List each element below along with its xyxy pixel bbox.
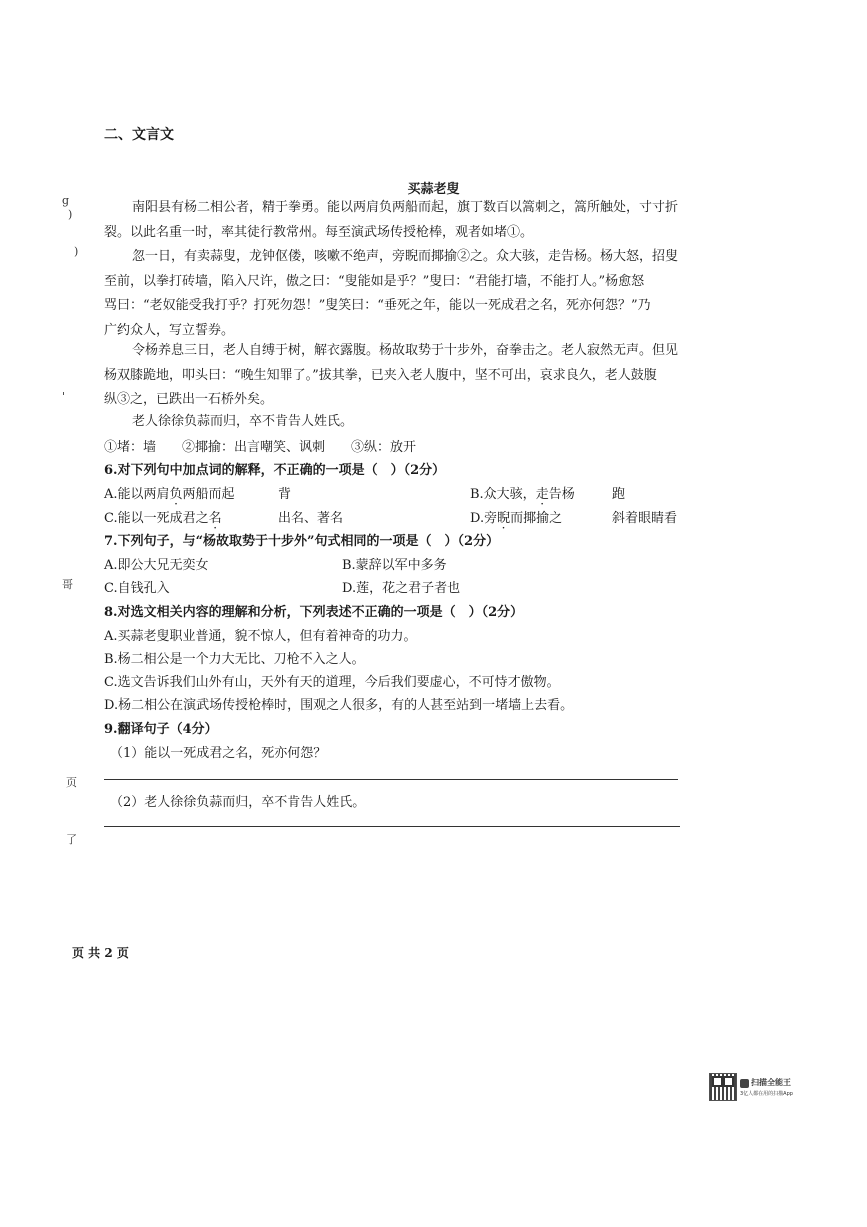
margin-mark: 哥 (62, 578, 73, 591)
q6-option-c: C.能以一死成君之名 (104, 511, 222, 526)
text-line: 杨双膝跪地，叩头曰：“晚生知罪了。”拔其拳，已夹入老人腹中，坚不可出，哀求良久，老人鼓腹 (104, 367, 657, 383)
text-line: 南阳县有杨二相公者，精于拳勇。能以两肩负两船而起，旗丁数百以篙刺之，篙所触处，寸寸折 (132, 200, 679, 215)
q9-sentence-2: （2）老人徐徐负蒜而归，卒不肯告人姓氏。 (110, 795, 366, 810)
emphasis-char: 名 (208, 511, 222, 526)
margin-mark: ' (62, 390, 66, 403)
text-line: 裂。以此名重一时，率其徒行教常州。每至演武场传授枪棒，观者如堵①。 (104, 224, 534, 240)
q8-option-d: D.杨二相公在演武场传授枪棒时，围观之人很多，有的人甚至站到一堵墙上去看。 (104, 698, 574, 713)
article-paragraph-2 (104, 245, 704, 343)
text-line: 令杨养息三日，老人自缚于树，解衣露腹。杨故取势于十步外，奋拳击之。老人寂然无声。但见 (132, 343, 679, 358)
q7-option-a: A.即公大兄无奕女 (104, 558, 209, 573)
q8-option-b: B.杨二相公是一个力大无比、刀枪不入之人。 (104, 652, 365, 667)
q9-sentence-1: （1）能以一死成君之名，死亦何怨？ (110, 746, 327, 761)
article-paragraph-3 (104, 339, 704, 413)
margin-mark: ) (68, 208, 73, 221)
emphasis-char: 负 (169, 487, 183, 502)
page-footer: 页 共 2 页 (72, 946, 129, 960)
answer-line-2[interactable] (104, 826, 680, 827)
emphasis-char: 睨 (497, 511, 511, 526)
q7-option-c: C.自钱孔入 (104, 581, 170, 596)
question-9-stem: 9.翻译句子（4分） (104, 722, 218, 737)
annotations: ①堵：墙 ②揶揄：出言嘲笑、讽刺 ③纵：放开 (104, 440, 417, 455)
q8-option-a: A.买蒜老叟职业普通，貌不惊人，但有着神奇的功力。 (104, 629, 417, 644)
margin-mark: g (62, 194, 70, 207)
q6-option-b-answer: 跑 (612, 487, 626, 502)
text-line: 广约众人，写立誓券。 (104, 322, 235, 338)
scanner-badge (709, 1073, 793, 1101)
q7-option-b: B.蒙辞以军中多务 (342, 558, 447, 573)
text-line: 纵③之，已跌出一石桥外矣。 (104, 392, 274, 407)
section-title: 二、文言文 (104, 127, 174, 143)
article-paragraph-1 (104, 196, 704, 245)
q6-option-b: B.众大骇，走告杨 (470, 487, 575, 502)
q6-option-d-answer: 斜着眼睛看 (612, 511, 678, 526)
article-paragraph-4 (104, 410, 704, 435)
q8-option-c: C.选文告诉我们山外有山，天外有天的道理，今后我们要虚心，不可恃才傲物。 (104, 675, 560, 690)
answer-line-1[interactable] (104, 779, 678, 780)
badge-text: 扫描全能王 3亿人都在用的扫描App (740, 1078, 793, 1097)
margin-mark: 页 (66, 776, 77, 789)
qr-code-icon (709, 1073, 737, 1101)
q6-option-c-answer: 出名、著名 (278, 511, 344, 526)
q7-option-d: D.莲，花之君子者也 (342, 581, 461, 596)
article-title: 买蒜老叟 (407, 182, 460, 197)
question-8-stem: 8.对选文相关内容的理解和分析，下列表述不正确的一项是（ ）（2分） (104, 605, 524, 620)
margin-mark: 了 (66, 833, 77, 846)
question-6-stem: 6.对下列句中加点词的解释，不正确的一项是（ ）（2分） (104, 463, 446, 478)
q6-option-a-answer: 背 (278, 487, 292, 502)
q6-option-d: D.旁睨而揶揄之 (470, 511, 563, 526)
text-line: 老人徐徐负蒜而归，卒不肯告人姓氏。 (132, 414, 354, 429)
text-line: 骂曰：“老奴能受我打乎？打死勿怨！”叟笑曰：“垂死之年，能以一死成君之名，死亦何怨？”乃 (104, 298, 651, 313)
text-line: 忽一日，有卖蒜叟，龙钟伛偻，咳嗽不绝声，旁睨而揶揄②之。众大骇，走告杨。杨大怒，招叟 (132, 249, 679, 264)
emphasis-char: 走 (535, 487, 549, 502)
scanner-logo-icon (740, 1079, 749, 1088)
question-7-stem: 7.下列句子，与“杨故取势于十步外”句式相同的一项是（ ）（2分） (104, 534, 500, 549)
text-line: 至前，以拳打砖墙，陷入尺许，傲之曰：“叟能如是乎？”叟曰：“君能打墙，不能打人。”杨愈怒 (104, 273, 645, 289)
q6-option-a: A.能以两肩负两船而起 (104, 487, 235, 502)
margin-mark: ) (74, 245, 79, 258)
